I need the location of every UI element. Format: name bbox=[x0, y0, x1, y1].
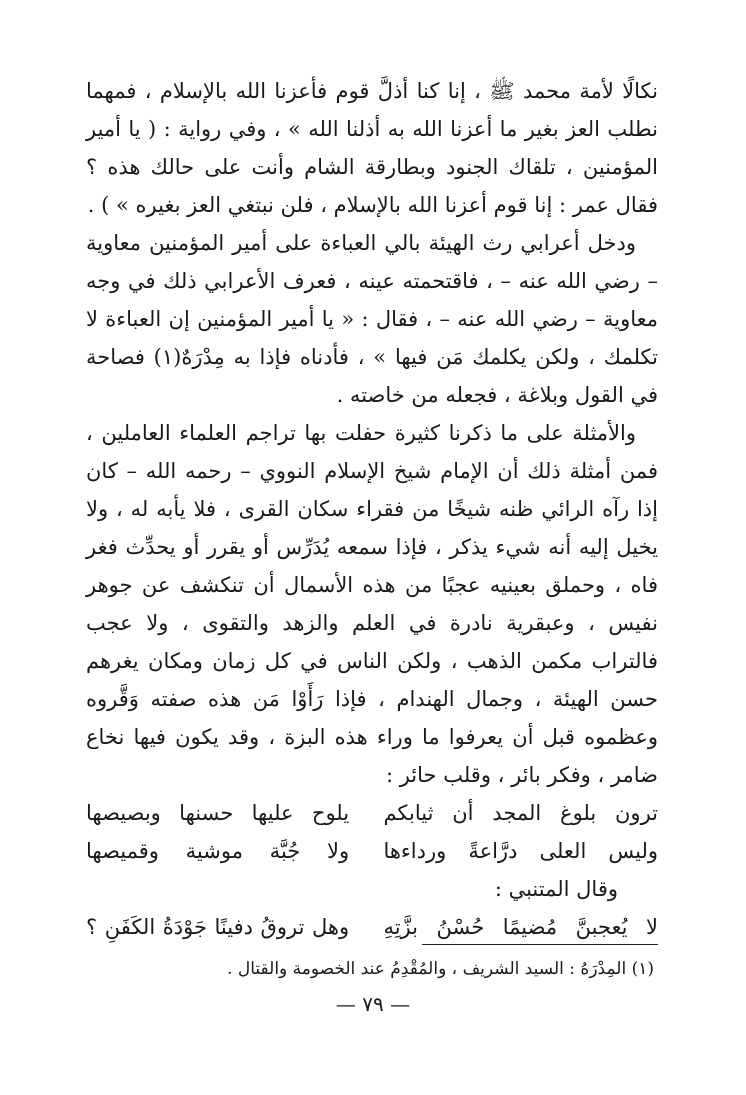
verse-hemistich-first: لا يُعجبنَّ مُضيمًا حُسْنُ بزَّتِهِ bbox=[383, 915, 658, 939]
footnote-divider bbox=[422, 944, 658, 945]
verse-line-2 bbox=[86, 832, 658, 870]
verse-line-1 bbox=[86, 794, 658, 832]
verse-hemistich-first: ترون بلوغ المجد أن ثيابكم bbox=[383, 801, 658, 825]
paragraph-2: ودخل أعرابي رث الهيئة بالي العباءة على أمير المؤمنين معاوية – رضي الله عنه – ، فاقتحمته عينه ، فعرف الأعرابي ذلك في وجه معاوية – رضي الله عنه – ، فقال : « يا أمير المؤمنين إن العباءة لا تكلمك ، ولكن يكلمك مَن فيها » ، فأدناه فإذا به مِدْرَهٌ(١) فصاحة في القول وبلاغة ، فجعله من خاصته . bbox=[86, 231, 658, 407]
verse-hemistich-second: يلوح عليها حسنها وبصيصها bbox=[86, 801, 350, 825]
page-number: — ٧٩ — bbox=[335, 992, 411, 1016]
verse-hemistich-second: ولا جُبَّة موشية وقميصها bbox=[86, 839, 350, 863]
verse-hemistich-second: وهل تروقُ دفينًا جَوْدَةُ الكَفَنِ ؟ bbox=[86, 915, 350, 939]
verse-hemistich-first: وليس العلى درَّاعةً ورداءها bbox=[383, 839, 658, 863]
verse-line-3 bbox=[86, 908, 658, 946]
paragraph-3: والأمثلة على ما ذكرنا كثيرة حفلت بها تراجم العلماء العاملين ، فمن أمثلة ذلك أن الإمام شيخ الإسلام النووي – رحمه الله – كان إذا رآه الرائي ظنه شيخًا من فقراء سكان القرى ، فلا يأبه له ، ولا يخيل إليه أنه شيء يذكر ، فإذا سمعه يُدَرِّس أو يقرر أو يحدِّث فغر فاه ، وحملق بعينيه عجبًا من هذه الأسمال أن تنكشف عن جوهر نفيس ، وعبقرية نادرة في العلم والزهد والتقوى ، ولا عجب فالتراب مكمن الذهب ، ولكن الناس في كل زمان ومكان يغرهم حسن الهيئة ، وجمال الهندام ، فإذا رَأَوْا مَن هذه صفته وَقَّروه وعظموه قبل أن يعرفوا ما وراء هذه البزة ، وقد يكون فيها نخاع ضامر ، وفكر بائر ، وقلب حائر : bbox=[86, 421, 658, 787]
verse-intro: وقال المتنبي : bbox=[494, 877, 618, 901]
paragraph-1: نكالًا لأمة محمد ﷺ ، إنا كنا أذلَّ قوم فأعزنا الله بالإسلام ، فمهما نطلب العز بغير ما أعزنا الله به أذلنا الله » ، وفي رواية : ( يا أمير المؤمنين ، تلقاك الجنود وبطارقة الشام وأنت على حالك هذه ؟ فقال عمر : إنا قوم أعزنا الله بالإسلام ، فلن نبتغي العز بغيره » ) . bbox=[86, 79, 658, 217]
main-text bbox=[86, 72, 658, 946]
footnote: (١) المِدْرَهُ : السيد الشريف ، والمُقْدِمُ عند الخصومة والقتال . bbox=[227, 959, 654, 979]
